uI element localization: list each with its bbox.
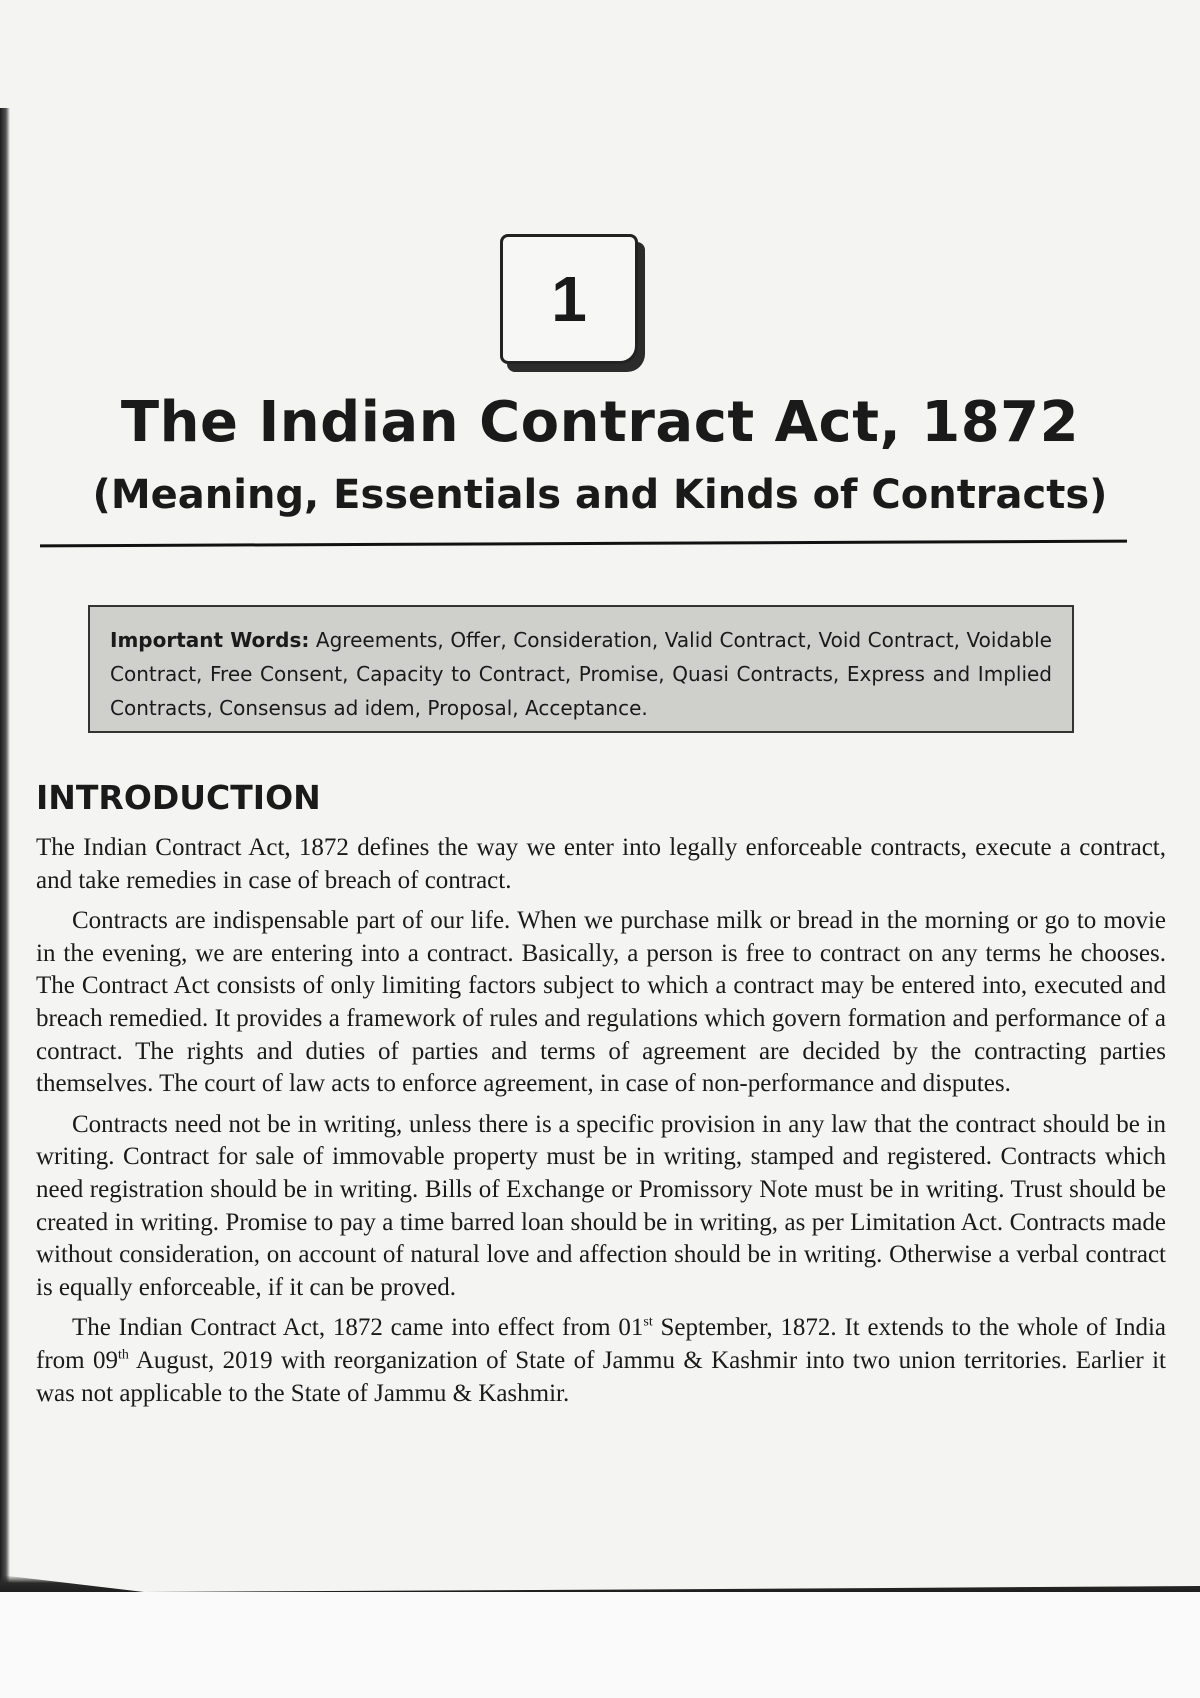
chapter-number-badge (500, 234, 638, 364)
paragraph-3: Contracts need not be in writing, unless there is a specific provision in any law that the contract should be in writing. Contract for sale of immovable property must be in writing, stamped and registered. Contracts which need registration should be in writing. Bills of Exchange or Promissory Note must be in writing. Trust should be created in writing. Promise to pay a time barred loan should be in writing, as per Limitation Act. Contracts made without consideration, on account of natural love and affection should be in writing. Otherwise a verbal contract is equally enforceable, if it can be proved. (36, 1110, 1166, 1301)
superscript-st: st (643, 1314, 653, 1330)
title-divider (40, 540, 1127, 548)
paragraph-4 (36, 1312, 1166, 1410)
important-words-label: Important Words: (110, 628, 310, 652)
paragraph-4-part-3: August, 2019 with reorganization of State of Jammu & Kashmir into two union territories. Earlier it was not applicable to the State of Jammu & Kashmir. (36, 1346, 1166, 1407)
chapter-number: 1 (551, 263, 587, 335)
important-words-box (88, 605, 1074, 733)
superscript-th: th (117, 1347, 129, 1363)
paragraph-4-part-2: September, 1872. It extends to the whole of India from 09 (36, 1314, 1166, 1374)
paragraph-1: The Indian Contract Act, 1872 defines the way we enter into legally enforceable contracts, execute a contract, and take remedies in case of breach of contract. (36, 834, 1166, 894)
chapter-title: The Indian Contract Act, 1872 (120, 390, 1080, 455)
paragraph-4-part-1: The Indian Contract Act, 1872 came into effect from 01 (72, 1314, 644, 1342)
chapter-subtitle: (Meaning, Essentials and Kinds of Contracts) (92, 472, 1108, 518)
introduction-heading: INTRODUCTION (36, 778, 321, 817)
introduction-body (36, 832, 1166, 1418)
important-words-text: Agreements, Offer, Consideration, Valid Contract, Void Contract, Voidable Contract, Free Consent, Capacity to Contract, Promise, Quasi Contracts, Express and Implied Contracts, Consensus ad idem, Proposal, Acceptance. (110, 628, 1052, 720)
page-left-edge-shadow (0, 108, 10, 1588)
paragraph-2: Contracts are indispensable part of our life. When we purchase milk or bread in the morning or go to movie in the evening, we are entering into a contract. Basically, a person is free to contract on any terms he chooses. The Contract Act consists of only limiting factors subject to which a contract may be entered into, executed and breach remedied. It provides a framework of rules and regulations which govern formation and performance of a contract. The rights and duties of parties and terms of agreement are decided by the contracting parties themselves. The court of law acts to enforce agreement, in case of non-performance and disputes. (36, 907, 1166, 1098)
background-below-page (0, 1592, 1200, 1698)
